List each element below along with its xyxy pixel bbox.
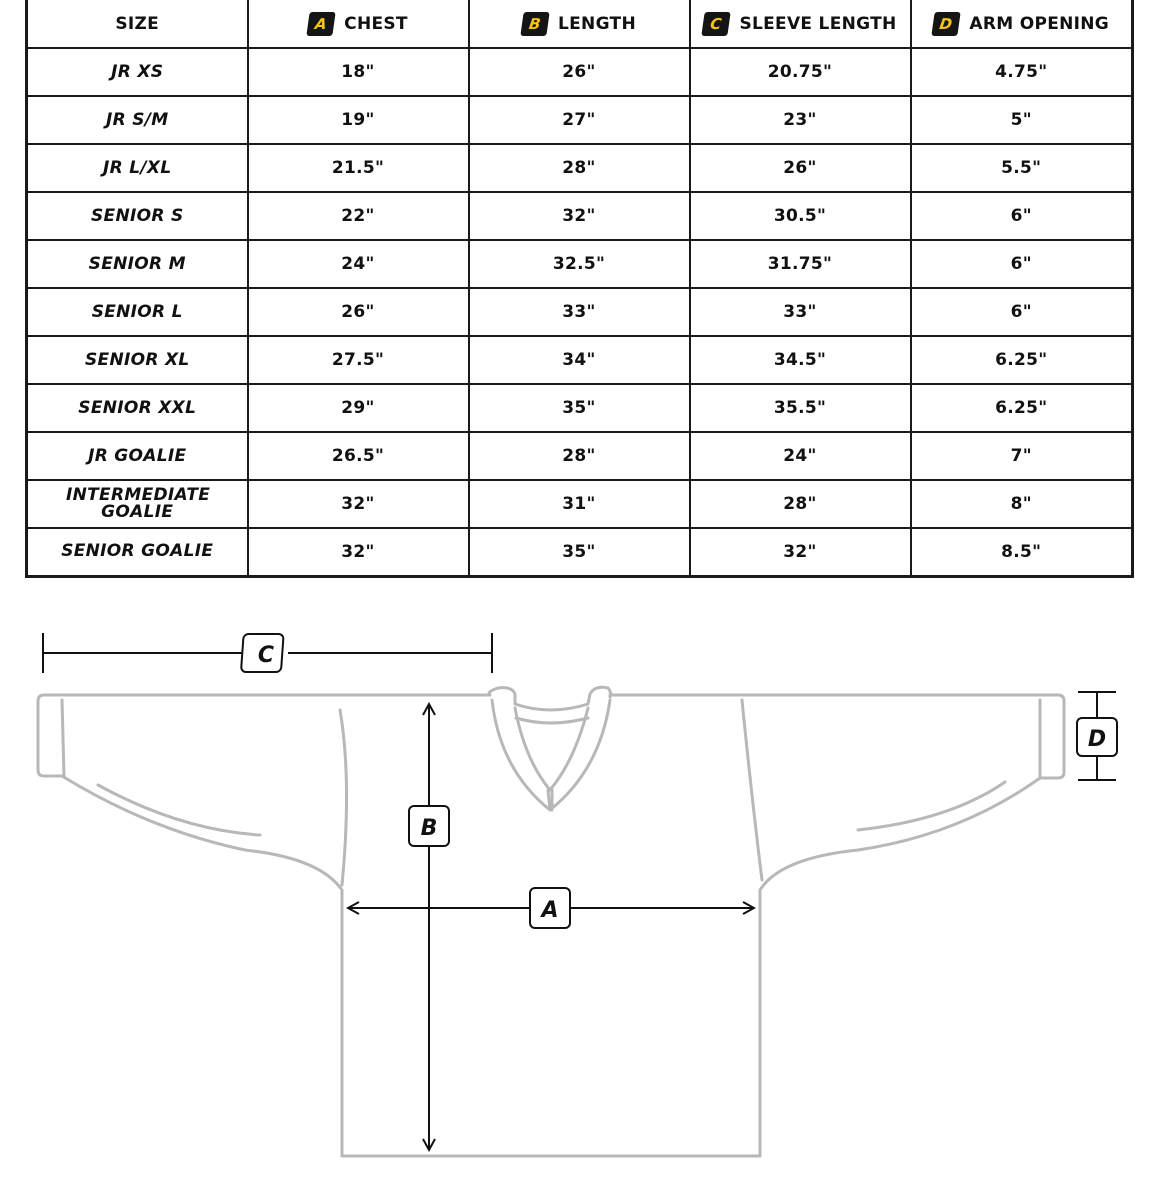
- chest-cell: 32": [248, 528, 469, 576]
- label-a: A: [541, 898, 559, 923]
- header-sleeve-label: SLEEVE LENGTH: [739, 13, 897, 34]
- arm-key-badge: D: [932, 12, 961, 36]
- chest-cell: 21.5": [248, 144, 469, 192]
- sleeve-cell: 35.5": [690, 384, 911, 432]
- length-cell: 35": [469, 384, 690, 432]
- length-cell: 27": [469, 96, 690, 144]
- length-cell: 34": [469, 336, 690, 384]
- length-dimension: [409, 704, 449, 1150]
- sleeve-cell: 28": [690, 480, 911, 528]
- arm-cell: 6": [911, 240, 1133, 288]
- arm-cell: 6": [911, 192, 1133, 240]
- sleeve-cell: 30.5": [690, 192, 911, 240]
- arm-cell: 5": [911, 96, 1133, 144]
- header-length-label: LENGTH: [558, 13, 636, 34]
- sleeve-cell: 26": [690, 144, 911, 192]
- length-cell: 31": [469, 480, 690, 528]
- label-d: D: [1087, 727, 1107, 752]
- arm-cell: 8.5": [911, 528, 1133, 576]
- header-arm-label: ARM OPENING: [969, 13, 1110, 34]
- arm-cell: 5.5": [911, 144, 1133, 192]
- sleeve-cell: 31.75": [690, 240, 911, 288]
- chest-cell: 32": [248, 480, 469, 528]
- arm-cell: 6.25": [911, 384, 1133, 432]
- table-row: [27, 48, 1133, 96]
- size-cell: INTERMEDIATE GOALIE: [27, 480, 248, 528]
- size-cell: JR XS: [27, 48, 248, 96]
- sleeve-cell: 32": [690, 528, 911, 576]
- label-c: C: [257, 643, 275, 668]
- sleeve-cell: 23": [690, 96, 911, 144]
- chest-cell: 18": [248, 48, 469, 96]
- size-cell: JR S/M: [27, 96, 248, 144]
- size-cell: SENIOR L: [27, 288, 248, 336]
- table-row: [27, 288, 1133, 336]
- header-chest-label: CHEST: [344, 13, 408, 34]
- table-row: [27, 480, 1133, 528]
- table-row: [27, 336, 1133, 384]
- table-row: [27, 96, 1133, 144]
- size-cell: SENIOR XL: [27, 336, 248, 384]
- size-cell: SENIOR GOALIE: [27, 528, 248, 576]
- chest-cell: 26": [248, 288, 469, 336]
- header-chest: [248, 0, 469, 48]
- header-arm: [911, 0, 1133, 48]
- header-size-label: SIZE: [115, 13, 160, 34]
- size-cell: SENIOR S: [27, 192, 248, 240]
- chest-cell: 22": [248, 192, 469, 240]
- header-size: [27, 0, 248, 48]
- length-cell: 32.5": [469, 240, 690, 288]
- arm-cell: 8": [911, 480, 1133, 528]
- length-cell: 35": [469, 528, 690, 576]
- length-cell: 26": [469, 48, 690, 96]
- arm-opening-dimension: [1077, 692, 1117, 780]
- header-length: [469, 0, 690, 48]
- arm-cell: 7": [911, 432, 1133, 480]
- sleeve-cell: 20.75": [690, 48, 911, 96]
- table-row: [27, 528, 1133, 576]
- length-cell: 32": [469, 192, 690, 240]
- header-sleeve: [690, 0, 911, 48]
- sleeve-cell: 34.5": [690, 336, 911, 384]
- arm-cell: 6.25": [911, 336, 1133, 384]
- chest-cell: 24": [248, 240, 469, 288]
- table-row: [27, 240, 1133, 288]
- arm-cell: 4.75": [911, 48, 1133, 96]
- table-row: [27, 192, 1133, 240]
- chest-key-badge: A: [306, 12, 335, 36]
- size-cell: SENIOR XXL: [27, 384, 248, 432]
- length-cell: 28": [469, 144, 690, 192]
- size-cell: JR GOALIE: [27, 432, 248, 480]
- length-cell: 33": [469, 288, 690, 336]
- length-key-badge: B: [520, 12, 549, 36]
- chest-cell: 19": [248, 96, 469, 144]
- table-row: [27, 432, 1133, 480]
- jersey-measurement-diagram: [0, 600, 1159, 1187]
- table-row: [27, 144, 1133, 192]
- length-cell: 28": [469, 432, 690, 480]
- chest-cell: 26.5": [248, 432, 469, 480]
- chest-dimension: [348, 888, 754, 928]
- sleeve-length-dimension: [43, 633, 492, 673]
- sleeve-cell: 24": [690, 432, 911, 480]
- chest-cell: 29": [248, 384, 469, 432]
- sleeve-cell: 33": [690, 288, 911, 336]
- table-row: [27, 384, 1133, 432]
- size-cell: SENIOR M: [27, 240, 248, 288]
- table-header-row: [27, 0, 1133, 48]
- label-b: B: [420, 816, 438, 841]
- chest-cell: 27.5": [248, 336, 469, 384]
- sleeve-key-badge: C: [702, 12, 731, 36]
- size-cell: JR L/XL: [27, 144, 248, 192]
- arm-cell: 6": [911, 288, 1133, 336]
- size-chart-table: [25, 0, 1134, 578]
